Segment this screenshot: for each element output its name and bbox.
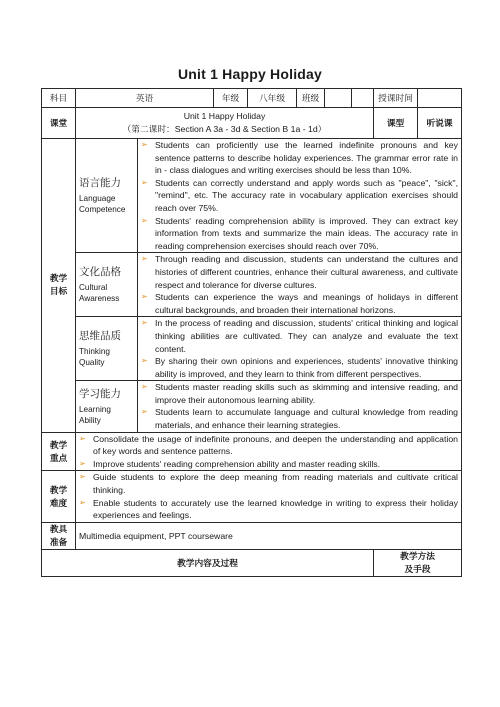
category-language xyxy=(76,139,138,253)
class-value xyxy=(325,89,352,108)
goal-row-learning xyxy=(42,381,462,432)
arrow-bullet-icon: ➢ xyxy=(79,472,86,482)
category-en: Language Competence xyxy=(79,194,126,215)
time-label: 授课时间 xyxy=(374,89,418,108)
list-item: ➢ Students can proficiently use the learned indefinite pronouns and key sentence patterns to describe holiday experiences. The grammar error rate in in - class dialogues and writing exercises should be less than 10%. xyxy=(141,140,458,176)
category-en: Thinking Quality xyxy=(79,347,110,368)
lesson-row xyxy=(42,108,462,139)
category-cn: 学习能力 xyxy=(79,387,121,400)
document-title: Unit 1 Happy Holiday xyxy=(177,66,323,82)
list-item: ➢ Students master reading skills such as skimming and intensive reading, and improve their autonomous learning ability. xyxy=(141,382,458,405)
key-points-row xyxy=(42,432,462,471)
arrow-bullet-icon: ➢ xyxy=(141,356,148,366)
difficulties-items xyxy=(76,471,462,522)
category-cn: 文化品格 xyxy=(79,266,121,279)
lesson-title-line1: Unit 1 Happy Holiday xyxy=(183,111,266,122)
list-item: ➢ Students learn to accumulate language and cultural knowledge from reading materials, and enhance their learning strategies. xyxy=(141,407,458,431)
category-thinking xyxy=(76,317,138,381)
time-value xyxy=(418,89,462,108)
arrow-bullet-icon: ➢ xyxy=(141,177,148,187)
difficulties-row xyxy=(42,471,462,522)
subject-label: 科目 xyxy=(42,89,76,108)
grade-label: 年级 xyxy=(214,89,248,108)
header-row xyxy=(42,89,462,108)
arrow-bullet-icon: ➢ xyxy=(141,318,148,328)
list-item: ➢ Through reading and discussion, students can understand the cultures and histories of different countries, enhance their cultural awareness, and cultivate respect and tolerance for diverse cultures. xyxy=(141,254,458,290)
goal-row-thinking xyxy=(42,317,462,381)
materials-value: Multimedia equipment, PPT courseware xyxy=(76,522,462,549)
subject-value: 英语 xyxy=(76,89,214,108)
content-header-row xyxy=(42,549,462,576)
goal-row-culture xyxy=(42,253,462,317)
goals-label: 教学 目标 xyxy=(42,139,76,433)
arrow-bullet-icon: ➢ xyxy=(141,215,148,225)
lesson-title-cell xyxy=(76,108,374,139)
list-item: ➢ Enable students to accurately use the learned knowledge in writing to express their holiday experiences and feelings. xyxy=(79,497,458,521)
method-label: 教学方法 及手段 xyxy=(374,549,462,576)
goal-items xyxy=(138,253,462,317)
arrow-bullet-icon: ➢ xyxy=(79,433,86,443)
key-points-label: 教学 重点 xyxy=(42,432,76,471)
category-cn: 思维品质 xyxy=(79,330,121,343)
category-en: Learning Ability xyxy=(79,404,111,425)
key-points-items xyxy=(76,432,462,471)
list-item: ➢ Consolidate the usage of indefinite pronouns, and deepen the understanding and application of key words and sentence patterns. xyxy=(79,433,458,457)
lesson-type-label: 课型 xyxy=(374,108,418,139)
goal-items xyxy=(138,139,462,253)
goal-items xyxy=(138,317,462,381)
list-item: ➢ Students' reading comprehension ability is improved. They can extract key information from texts and summarize the main ideas. The accuracy rate in reading comprehension exercises should reach over 70%. xyxy=(141,215,458,251)
lesson-title-line2: （第二课时：Section A 3a - 3d & Section B 1a - 1d） xyxy=(122,124,327,134)
arrow-bullet-icon: ➢ xyxy=(141,382,148,392)
materials-row xyxy=(42,522,462,549)
lesson-plan-table xyxy=(41,88,462,577)
content-process-label: 教学内容及过程 xyxy=(42,549,374,576)
category-culture xyxy=(76,253,138,317)
goal-row-language xyxy=(42,139,462,253)
category-en: Cultural Awareness xyxy=(79,283,120,304)
category-learning xyxy=(76,381,138,432)
arrow-bullet-icon: ➢ xyxy=(141,140,148,149)
list-item: ➢ Improve students' reading comprehension ability and master reading skills. xyxy=(79,458,381,469)
lesson-type-value: 听说课 xyxy=(418,108,462,139)
category-cn: 语言能力 xyxy=(79,177,121,190)
class-extra-cell xyxy=(352,89,374,108)
materials-label: 教具 准备 xyxy=(42,522,76,549)
list-item: ➢ By sharing their own opinions and experiences, students' innovative thinking ability is improved, and they learn to think from different perspectives. xyxy=(141,356,458,379)
grade-value: 八年级 xyxy=(248,89,297,108)
lesson-label: 课堂 xyxy=(42,108,76,139)
arrow-bullet-icon: ➢ xyxy=(141,292,148,302)
arrow-bullet-icon: ➢ xyxy=(79,497,86,507)
list-item: ➢ Guide students to explore the deep meaning from reading materials and cultivate critical thinking. xyxy=(79,472,458,496)
arrow-bullet-icon: ➢ xyxy=(141,407,148,417)
list-item: ➢ Students can experience the ways and meanings of holidays in different cultural backgrounds, and broaden their international horizons. xyxy=(141,292,458,315)
list-item: ➢ In the process of reading and discussion, students' critical thinking and logical thinking abilities are cultivated. They can analyze and evaluate the text content. xyxy=(141,318,458,354)
difficulties-label: 教学 难度 xyxy=(42,471,76,522)
class-label: 班级 xyxy=(297,89,325,108)
goal-items xyxy=(138,381,462,432)
list-item: ➢ Students can correctly understand and apply words such as "peace", "sick", "remind", etc. The accuracy rate in vocabulary application exercises should reach over 75%. xyxy=(141,177,458,213)
arrow-bullet-icon: ➢ xyxy=(141,254,148,264)
arrow-bullet-icon: ➢ xyxy=(79,458,86,468)
